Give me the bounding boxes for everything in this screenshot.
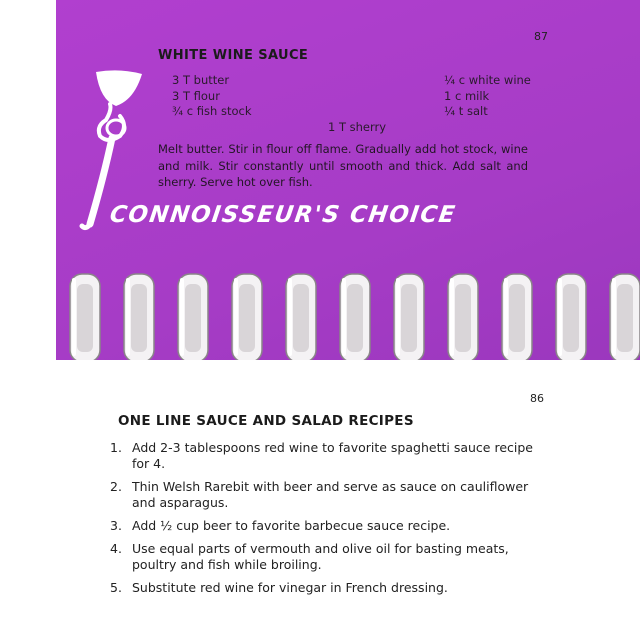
binding-ring <box>448 274 478 362</box>
item-text: Use equal parts of vermouth and olive oil for basting meats, poultry and fish while broiling. <box>132 541 509 572</box>
list-item <box>110 541 550 573</box>
ingredient-item: 3 T flour <box>172 88 220 103</box>
recipe-title: WHITE WINE SAUCE <box>158 48 309 63</box>
item-text: Thin Welsh Rarebit with beer and serve as sauce on cauliflower and asparagus. <box>132 479 529 510</box>
binding-ring <box>124 274 154 362</box>
binding-ring <box>340 274 370 362</box>
ingredient-item: 3 T butter <box>172 73 230 87</box>
item-number: 4. <box>110 541 122 556</box>
brand-logo: CONNOISSEUR'S CHOICE <box>108 202 458 228</box>
item-number: 1. <box>110 440 122 455</box>
list-item <box>110 580 550 596</box>
ingredient-sherry: 1 T sherry <box>328 120 387 134</box>
item-text: Add ½ cup beer to favorite barbecue sauce recipe. <box>132 518 451 533</box>
list-item <box>110 518 550 534</box>
item-text: Substitute red wine for vinegar in French dressing. <box>132 580 448 595</box>
list-item <box>110 440 550 472</box>
binding-ring <box>556 274 586 362</box>
ingredient-item: ¼ t salt <box>444 104 488 118</box>
item-number: 3. <box>110 518 122 533</box>
ingredient-item: 1 c milk <box>444 88 490 103</box>
binding-ring <box>178 274 208 362</box>
page-number-87: 87 <box>534 30 548 43</box>
binding-ring <box>286 274 316 362</box>
page-number-86: 86 <box>530 392 544 405</box>
ingredient-item: ¾ c fish stock <box>172 104 252 118</box>
binding-ring <box>232 274 262 362</box>
binding-ring <box>502 274 532 362</box>
binding-ring <box>610 274 640 362</box>
binding-ring <box>70 274 100 362</box>
item-text: Add 2-3 tablespoons red wine to favorite spaghetti sauce recipe for 4. <box>132 440 533 471</box>
item-number: 2. <box>110 479 122 494</box>
ingredients-left <box>172 73 251 120</box>
recipe-method: Melt butter. Stir in flour off flame. Gradually add hot stock, wine and milk. Stir constantly until smooth and thick. Add salt and sherry. Serve hot over fish. <box>158 142 528 189</box>
section-title: ONE LINE SAUCE AND SALAD RECIPES <box>118 413 414 429</box>
list-item <box>110 479 550 511</box>
item-number: 5. <box>110 580 122 595</box>
recipe-list <box>110 440 550 603</box>
ingredients-right <box>444 73 531 120</box>
ingredient-item: ¼ c white wine <box>444 73 531 87</box>
binding-ring <box>394 274 424 362</box>
